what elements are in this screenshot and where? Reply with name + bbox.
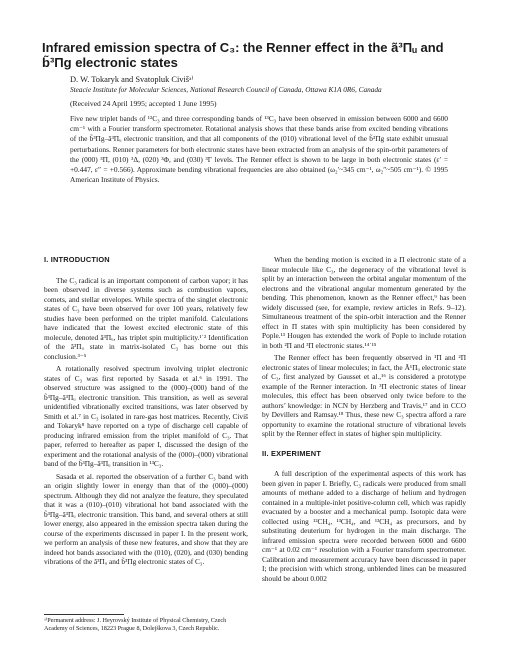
received-dates: (Received 24 April 1995; accepted 1 June 1995)	[70, 99, 217, 108]
footnote-rule	[44, 614, 124, 615]
paragraph: When the bending motion is excited in a Π electronic state of a linear molecule like C₃, the degeneracy of the vibrational level is split by an interaction between the orbital angular momentum of the electrons and the vibrational angular momentum generated by the bending. This phenomenon, known as the Renner effect,⁹ has been widely discussed (see, for example, review articles in Refs. 9–12). Simultaneous treatment of the spin-orbit interaction and the Renner effect in Π states with spin multiplicity has been considered by Pople.¹³ Hougen has extended the work of Pople to include rotation in both ²Π and ³Π electronic states.¹⁴ˈ¹⁵	[262, 255, 466, 350]
affiliation: Steacie Institute for Molecular Sciences, National Research Council of Canada, Ottawa K1A 0R6, Canada	[70, 85, 382, 94]
paper-title: Infrared emission spectra of C₃: the Renner effect in the ã³Πᵤ and b̃³Πg electronic states	[42, 40, 444, 70]
right-column	[262, 255, 466, 583]
paragraph: The Renner effect has been frequently observed in ¹Π and ²Π electronic states of linear molecules; in fact, the Ã¹Πᵤ electronic state of C₃, first analyzed by Gausset et al.,¹⁶ is considered a prototype example of the Renner interaction. In ³Π electronic states of linear molecules, this effect has been observed only twice before to the authors’ knowledge: in NCN by Herzberg and Travis,¹⁷ and in CCO by Devillers and Ramsay.¹⁸ Thus, these new C₃ spectra afford a rare opportunity to examine the rotational structure of vibrational levels split by the Renner effect in states of higher spin multiplicity.	[262, 353, 466, 438]
footnote: ᵃ⁾Permanent address: J. Heyrovský Institute of Physical Chemistry, Czech Academy of Sciences, 18223 Prague 8, Dolejškova 3, Czech Republic.	[44, 617, 227, 632]
paragraph: The C₃ radical is an important component of carbon vapor; it has been observed in diverse systems such as combustion vapors, comets, and stellar envelopes. While spectra of the singlet electronic states of C₃ have been observed for over 100 years, relatively few studies have been performed on the triplet manifold. Calculations have indicated that the lowest excited electronic state of this molecule, denoted ã³Πᵤ, has triplet spin multiplicity.¹ˈ² Identification of the ã³Πᵤ state in matrix-isolated C₃ has borne out this conclusion.³⁻⁵	[44, 275, 248, 361]
paragraph: A full description of the experimental aspects of this work has been given in paper I. Briefly, C₃ radicals were produced from small amounts of methane added to a discharge of helium and hydrogen contained in a multiple-inlet positive-column cell, which was rapidly evacuated by a booster and a mechanical pump. Isotopic data were collected using ¹²CH₄, ¹³CH₄, and ¹³CH₄ as precursors, and by substituting deuterium for hydrogen in the main discharge. The infrared emission spectra were recorded between 6000 and 6600 cm⁻¹ at 0.02 cm⁻¹ resolution with a Fourier transform spectrometer. Calibration and measurement accuracy have been discussed in paper I; the precision with which strong, unblended lines can be measured should be about 0.002	[262, 469, 466, 583]
section-heading-introduction: I. INTRODUCTION	[44, 255, 110, 264]
authors: D. W. Tokaryk and Svatopluk Civišᵃ⁾	[70, 75, 194, 84]
section-heading-experiment: II. EXPERIMENT	[262, 448, 322, 458]
paragraph: A rotationally resolved spectrum involving triplet electronic states of C₃ was first reported by Sasada et al.⁶ in 1991. The observed structure was assigned to the (000)–(000) band of the b̃³Πg–ã³Πᵤ electronic transition. This transition, as well as several unidentified vibrationally excited transitions, was later observed by Smith et al.⁷ in C₃ isolated in rare-gas host matrices. Recently, Civiš and Tokaryk⁸ have reported on a type of discharge cell capable of producing infrared emission from the triplet manifold of C₃. That paper, referred to hereafter as paper I, discussed the design of the experiment and the rotational analysis of the (000)–(000) vibrational band of the b̃³Πg–ã³Πᵤ transition in ¹³C₃.	[44, 364, 248, 468]
abstract: Five new triplet bands of ¹²C₃ and three corresponding bands of ¹³C₃ have been observed in emission between 6000 and 6600 cm⁻¹ with a Fourier transform spectrometer. Rotational analysis shows that these bands arise from excited bending vibrations of the b̃³Πg–ã³Πᵤ electronic transition, and that all components of the (010) vibrational level of the b̃³Πg state exhibit unusual perturbations. Renner parameters for both electronic states have been extracted from an analysis of the spin-orbit parameters of the (000) ³Π, (010) ³Δ, (020) ³Φ, and (030) ³Γ levels. The Renner effect is shown to be large in both electronic states (ε′ = +0.447, ε″ = +0.566). Approximate bending vibrational frequencies are also obtained (ω₂′~345 cm⁻¹, ω₂″~505 cm⁻¹). © 1995 American Institute of Physics.	[70, 114, 448, 185]
left-column	[44, 255, 248, 567]
paragraph: Sasada et al. reported the observation of a further C₃ band with an origin slightly lower in energy than that of the (000)–(000) spectrum. Although they did not analyze the feature, they speculated that it was a (010)–(010) vibrational hot band associated with the b̃³Πg–ã³Πᵤ electronic transition. This band, and several others at still lower energy, also appeared in the emission spectra taken during the course of the experiments discussed in paper I. In the present work, we perform an analysis of these new features, and show that they are indeed hot bands associated with the (010), (020), and (030) bending vibrations of the ã³Πᵤ and b̃³Πg electronic states of C₃.	[44, 471, 248, 566]
